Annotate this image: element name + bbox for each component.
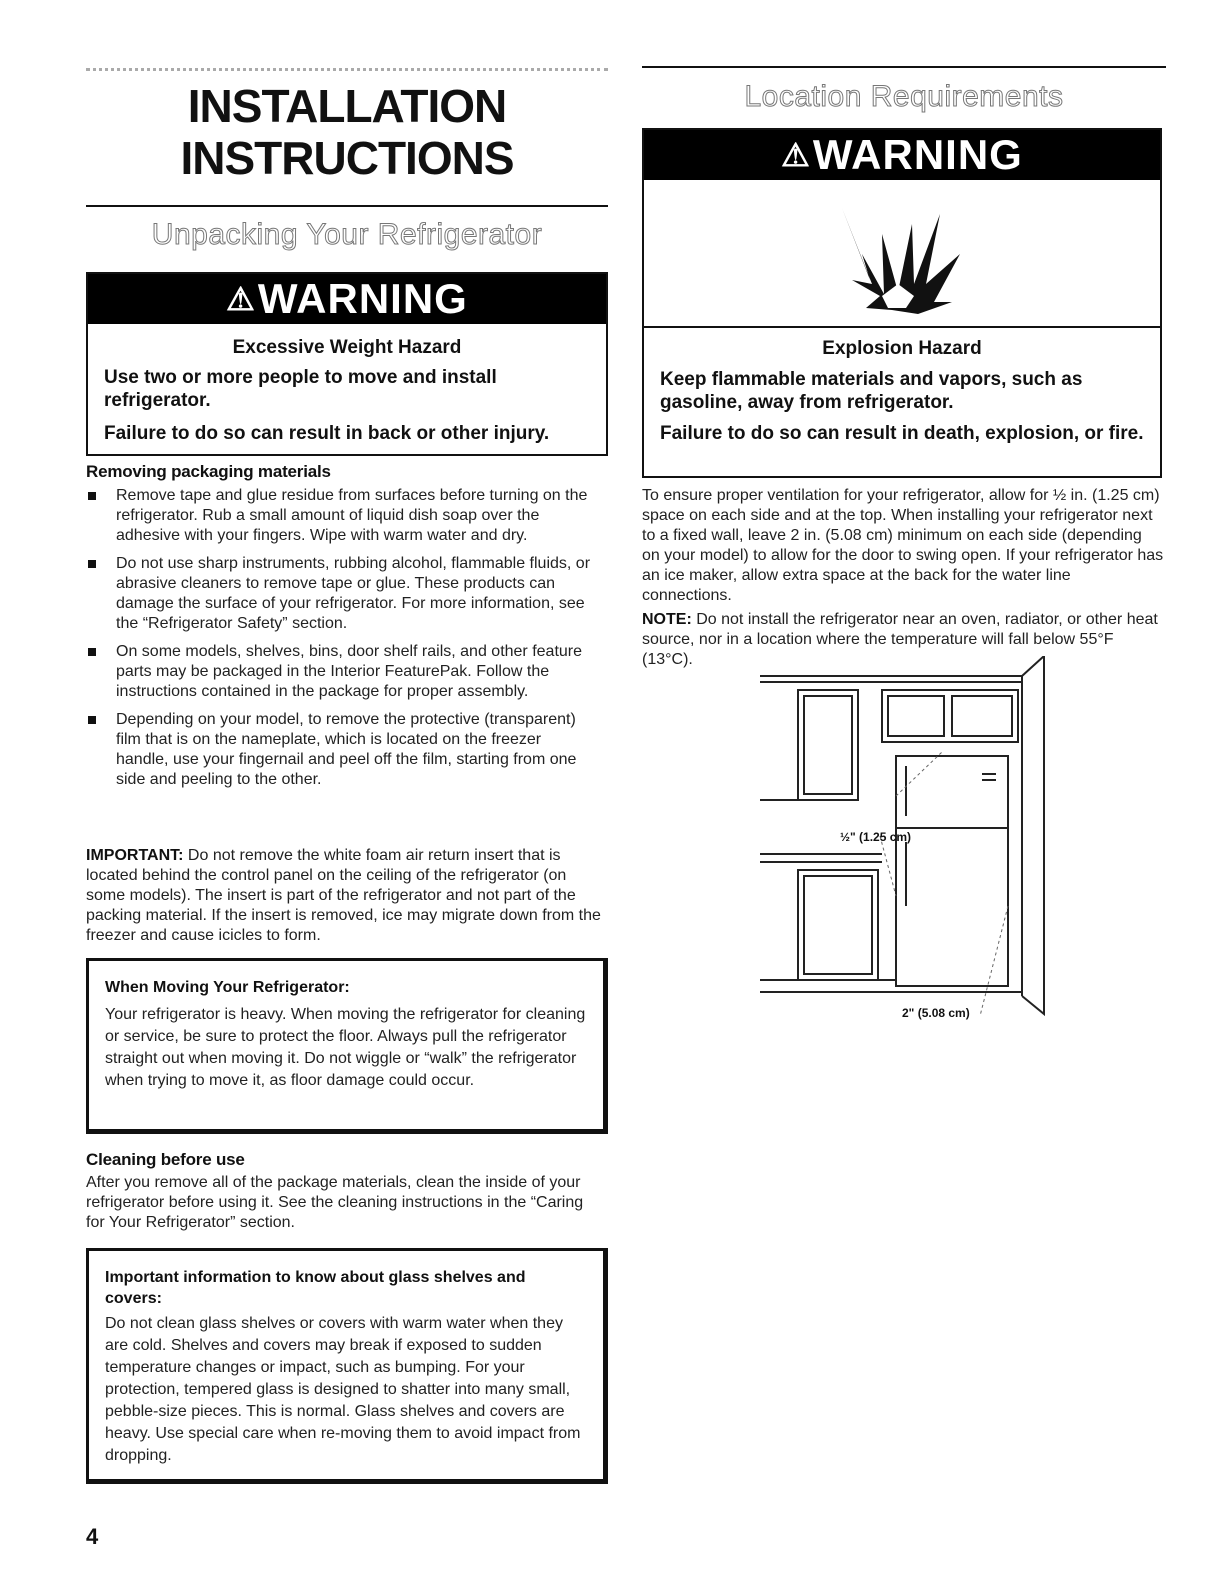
- important-text: Do not remove the white foam air return insert that is located behind the control panel on the ceiling of the refrigerator (on some models). The insert is part of the refrigerator and not part of the packing material. If the insert is removed, ice may migrate down from the freezer and cause icicles to form.: [86, 847, 601, 944]
- list-item: Depending on your model, to remove the protective (transparent) film that is on the nameplate, which is located on the freezer handle, use your fingernail and peel off the film, starting from one side and peeling to the other.: [86, 710, 596, 790]
- hazard-consequence: Failure to do so can result in death, explosion, or fire.: [660, 423, 1144, 444]
- clearance-diagram: [760, 656, 1050, 1026]
- explosion-symbol-area: [644, 180, 1160, 328]
- side-clearance-label: ½" (1.25 cm): [840, 830, 912, 844]
- title-divider: [86, 205, 608, 207]
- explosion-icon: [822, 184, 982, 324]
- warning-triangle-icon: ⚠: [226, 281, 256, 317]
- glass-text: Do not clean glass shelves or covers with warm water when they are cold. Shelves and covers may break if exposed to sudden temperature changes or impact, such as bumping. For your protection, tempered glass is designed to shatter into many small, pebble-size pieces. This is normal. Glass shelves and covers are heavy. Use special care when re-moving them to avoid impact from dropping.: [105, 1315, 581, 1464]
- list-item: Remove tape and glue residue from surfaces before turning on the refrigerator. Rub a small amount of liquid dish soap over the adhesive with your fingers. Wipe with warm water and dry.: [86, 486, 596, 546]
- bullet-icon: [88, 716, 96, 724]
- right-top-divider: [642, 66, 1166, 68]
- warning-label: WARNING: [257, 275, 468, 322]
- page-title: [86, 80, 608, 184]
- bullet-icon: [88, 560, 96, 568]
- warning-header: [88, 274, 606, 324]
- hazard-consequence: Failure to do so can result in back or other injury.: [104, 423, 550, 444]
- moving-title: When Moving Your Refrigerator:: [105, 979, 350, 996]
- hazard-title: Excessive Weight Hazard: [232, 337, 462, 358]
- note-label: NOTE:: [642, 611, 692, 628]
- moving-info-box: [86, 958, 608, 1134]
- hazard-title: Explosion Hazard: [822, 338, 982, 359]
- list-item: On some models, shelves, bins, door shelf rails, and other feature parts may be packaged in the Interior FeaturePak. Follow the instructions contained in the package for proper assembly.: [86, 642, 596, 702]
- cleaning-text: After you remove all of the package materials, clean the inside of your refrigerator before using it. See the cleaning instructions in the “Caring for Your Refrigerator” section.: [86, 1174, 584, 1231]
- wall-clearance-label: 2" (5.08 cm): [902, 1006, 970, 1020]
- removing-list: [86, 486, 596, 798]
- section-title-location: Location Requirements: [744, 80, 1064, 113]
- weight-warning-box: [86, 272, 608, 456]
- list-item: Do not use sharp instruments, rubbing alcohol, flammable fluids, or abrasive cleaners to remove tape or glue. These products can damage the surface of your refrigerator. For more information, see the “Refrigerator Safety” section.: [86, 554, 596, 634]
- moving-text: Your refrigerator is heavy. When moving the refrigerator for cleaning or service, be sure to protect the floor. Always pull the refrigerator straight out when moving it. Do not wiggle or “walk” the refrigerator when trying to move it, as floor damage could occur.: [105, 1006, 586, 1089]
- warning-label: WARNING: [812, 131, 1023, 178]
- bullet-icon: [88, 492, 96, 500]
- explosion-warning-box: [642, 128, 1162, 478]
- title-line-2: INSTRUCTIONS: [180, 132, 514, 184]
- glass-info-box: [86, 1248, 608, 1484]
- cleaning-heading: Cleaning before use: [86, 1150, 245, 1169]
- section-title-unpacking: Unpacking Your Refrigerator: [151, 218, 543, 251]
- hazard-instruction: Use two or more people to move and install refrigerator.: [104, 367, 497, 411]
- warning-header: [644, 130, 1160, 180]
- important-label: IMPORTANT:: [86, 847, 184, 864]
- ventilation-paragraph: To ensure proper ventilation for your refrigerator, allow for ½ in. (1.25 cm) space on each side and at the top. When installing your refrigerator next to a fixed wall, leave 2 in. (5.08 cm) minimum on each side (depending on your model) to allow for the door to swing open. If your refrigerator has an ice maker, allow extra space at the back for the water line connections.: [642, 487, 1164, 604]
- top-divider: [86, 68, 608, 71]
- note-text: Do not install the refrigerator near an oven, radiator, or other heat source, nor in a location where the temperature will fall below 55°F (13°C).: [642, 611, 1158, 668]
- page-number: 4: [86, 1524, 99, 1549]
- hazard-instruction: Keep flammable materials and vapors, such as gasoline, away from refrigerator.: [660, 369, 1083, 413]
- bullet-icon: [88, 648, 96, 656]
- removing-heading: Removing packaging materials: [86, 462, 331, 481]
- important-paragraph: [86, 846, 602, 946]
- glass-title: Important information to know about glass shelves and covers:: [105, 1269, 526, 1307]
- title-line-1: INSTALLATION: [187, 80, 507, 132]
- warning-triangle-icon: ⚠: [781, 137, 811, 173]
